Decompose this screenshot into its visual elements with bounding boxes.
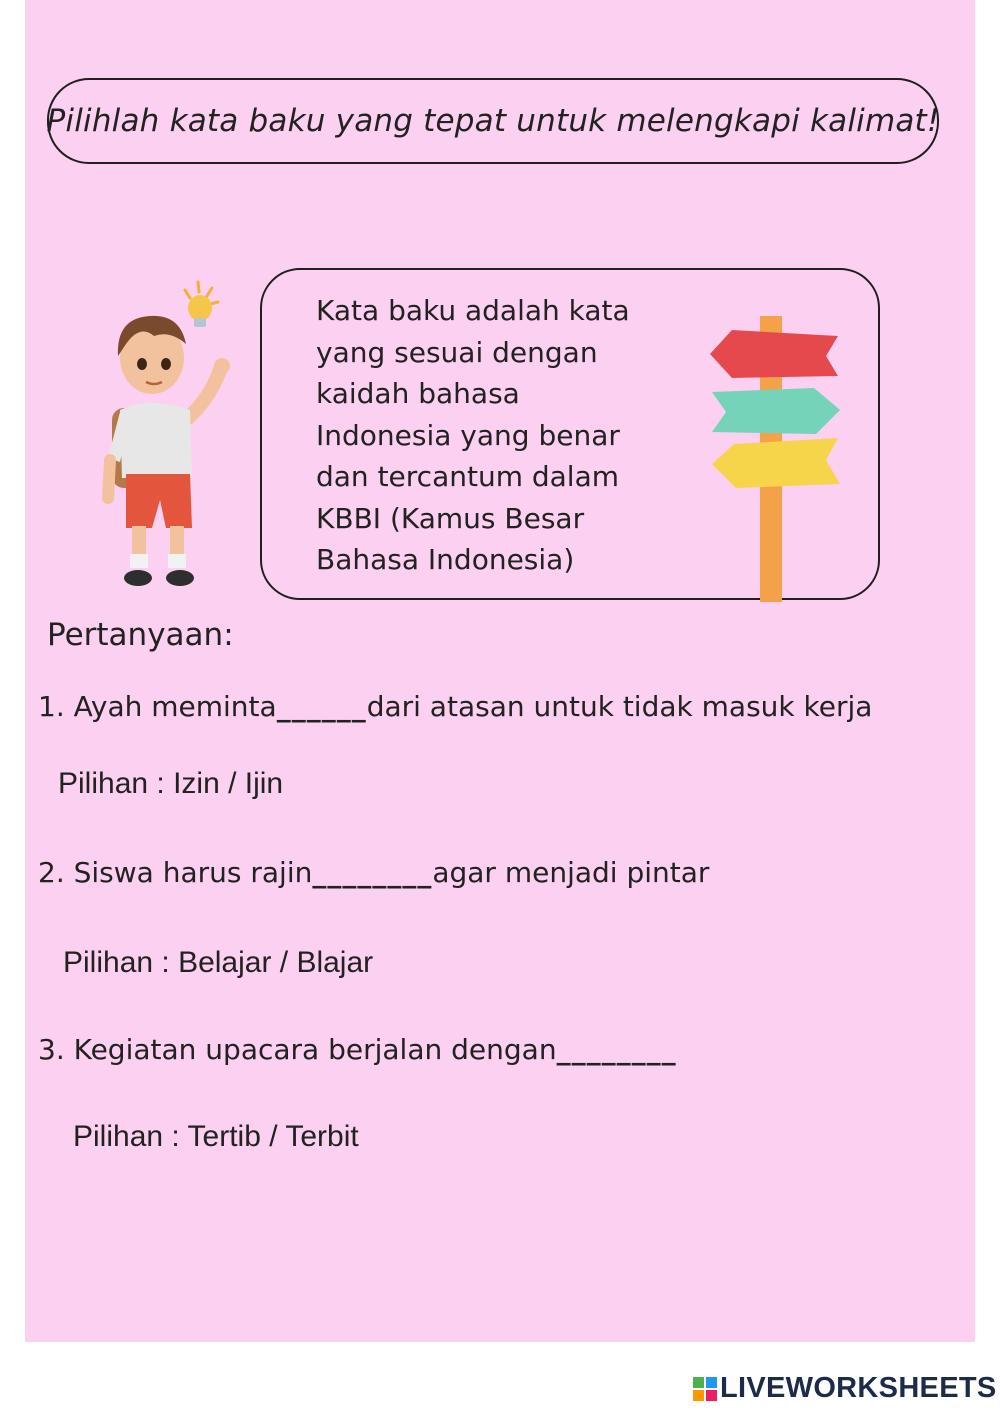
definition-line: KBBI (Kamus Besar — [316, 501, 585, 535]
question-2-text-after: agar menjadi pintar — [432, 856, 710, 889]
definition-line: yang sesuai dengan — [316, 335, 598, 369]
question-1-choices: Pilihan : Izin / Ijin — [58, 767, 284, 800]
liveworksheets-logo-text: LIVEWORKSHEETS — [720, 1372, 997, 1404]
definition-text — [316, 290, 676, 581]
question-3 — [38, 1033, 677, 1066]
question-2-choices: Pilihan : Belajar / Blajar — [63, 946, 374, 979]
definition-line: Indonesia yang benar — [316, 418, 620, 452]
definition-line: Bahasa Indonesia) — [316, 543, 575, 576]
signpost-illustration — [702, 314, 842, 608]
question-1-text-after: dari atasan untuk tidak masuk kerja — [366, 690, 873, 723]
liveworksheets-logo[interactable] — [693, 1372, 997, 1405]
question-2 — [38, 856, 709, 889]
definition-box — [260, 268, 880, 600]
question-3-choices: Pilihan : Tertib / Terbit — [73, 1120, 359, 1153]
question-3-blank[interactable]: ________ — [556, 1033, 677, 1066]
instruction-box — [47, 78, 939, 164]
lightbulb-icon — [185, 282, 218, 327]
definition-line: Kata baku adalah kata — [316, 294, 630, 327]
question-1-text-before: 1. Ayah meminta — [38, 690, 277, 723]
definition-line: kaidah bahasa — [316, 377, 520, 410]
question-1-blank[interactable]: ______ — [276, 690, 367, 723]
question-3-text-before: 3. Kegiatan upacara berjalan dengan — [38, 1033, 557, 1066]
worksheet-page — [25, 0, 975, 1342]
instruction-text: Pilihlah kata baku yang tepat untuk melengkapi kalimat! — [46, 103, 940, 139]
definition-line: dan tercantum dalam — [316, 460, 620, 493]
question-1 — [38, 690, 872, 723]
question-2-blank[interactable]: ________ — [312, 856, 433, 889]
liveworksheets-logo-icon — [693, 1377, 717, 1401]
questions-heading: Pertanyaan: — [47, 617, 234, 653]
question-2-text-before: 2. Siswa harus rajin — [38, 856, 313, 889]
boy-illustration — [80, 278, 250, 597]
